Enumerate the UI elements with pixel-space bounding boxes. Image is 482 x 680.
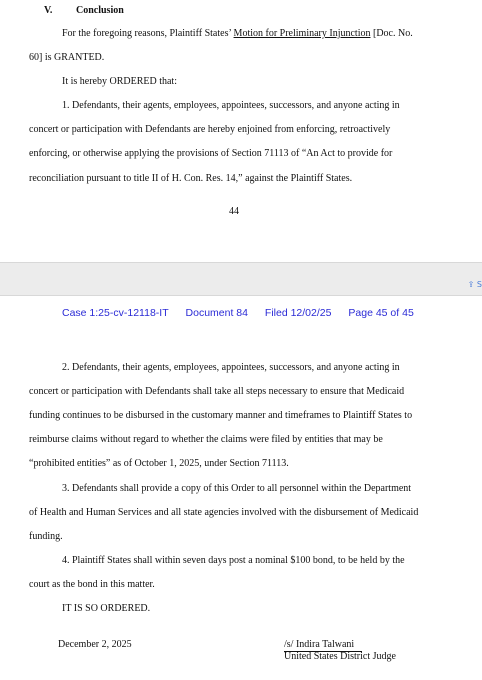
page-indicator: Page 45 of 45	[348, 307, 414, 319]
ecf-header	[62, 307, 428, 319]
order-item-4-line: 4. Plaintiff States shall within seven days post a nominal $100 bond, to be held by the	[62, 555, 405, 566]
so-ordered: IT IS SO ORDERED.	[62, 603, 151, 614]
order-item-1-line: enforcing, or otherwise applying the provisions of Section 71113 of “An Act to provide for	[29, 148, 393, 159]
share-label: S	[476, 280, 482, 289]
text-run: For the foregoing reasons, Plaintiff States’	[62, 28, 234, 39]
paragraph-line: 60] is GRANTED.	[29, 52, 105, 63]
text-run: [Doc. No.	[370, 28, 413, 39]
page-separator	[0, 262, 482, 296]
order-item-2-line: 2. Defendants, their agents, employees, appointees, successors, and anyone acting in	[62, 362, 400, 373]
order-item-2-line: reimburse claims without regard to whether the claims were filed by entities that may be	[29, 434, 383, 445]
order-item-3-line: funding.	[29, 531, 63, 542]
order-item-4-line: court as the bond in this matter.	[29, 579, 155, 590]
order-date: December 2, 2025	[58, 639, 132, 650]
order-item-3-line: 3. Defendants shall provide a copy of this Order to all personnel within the Department	[62, 483, 412, 494]
share-icon[interactable]: ⇪ S	[467, 280, 482, 289]
pdf-page-44	[0, 0, 482, 262]
page-number: 44	[229, 206, 239, 217]
order-item-1-line: reconciliation pursuant to title II of H. Con. Res. 14,” against the Plaintiff States.	[29, 173, 353, 184]
order-item-1-line: concert or participation with Defendants are hereby enjoined from enforcing, retroactively	[29, 124, 391, 135]
section-title: Conclusion	[76, 5, 124, 16]
order-item-2-line: funding continues to be disbursed in the customary manner and timeframes to Plaintiff States to	[29, 410, 413, 421]
case-number: Case 1:25-cv-12118-IT	[62, 307, 169, 319]
paragraph-line	[62, 28, 413, 40]
judge-title: United States District Judge	[284, 651, 396, 662]
document-number: Document 84	[185, 307, 248, 319]
filed-date: Filed 12/02/25	[264, 307, 332, 319]
order-item-3-line: of Health and Human Services and all state agencies involved with the disbursement of Medicaid	[29, 507, 419, 518]
order-item-2-line: “prohibited entities” as of October 1, 2025, under Section 71113.	[29, 458, 289, 469]
order-item-1-line: 1. Defendants, their agents, employees, appointees, successors, and anyone acting in	[62, 100, 400, 111]
order-item-2-line: concert or participation with Defendants shall take all steps necessary to ensure that Medicaid	[29, 386, 405, 397]
motion-link[interactable]: Motion for Preliminary Injunction	[233, 28, 371, 39]
ordered-line: It is hereby ORDERED that:	[62, 76, 177, 87]
section-number: V.	[44, 5, 53, 16]
signature-text: /s/ Indira Talwani	[284, 639, 362, 652]
